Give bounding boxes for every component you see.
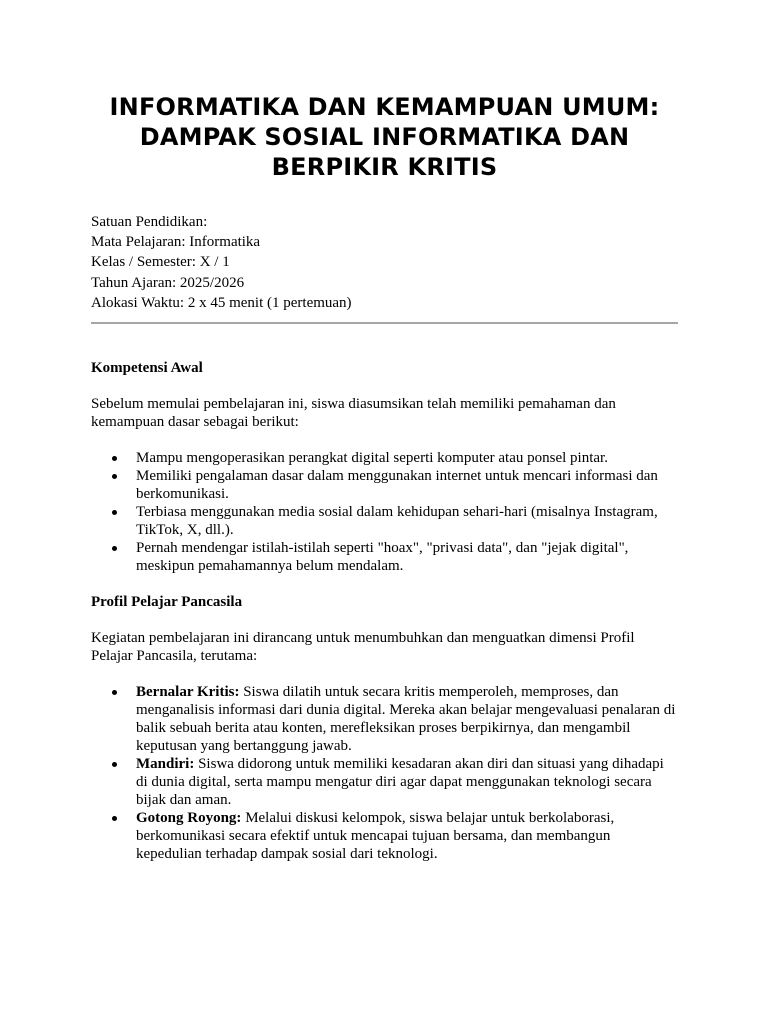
- bullet-icon: [112, 474, 117, 479]
- list-item-label: Bernalar Kritis:: [136, 684, 240, 701]
- title-line: INFORMATIKA DAN KEMAMPUAN UMUM:: [109, 93, 660, 121]
- section-heading-kompetensi-awal: Kompetensi Awal: [91, 360, 203, 377]
- list-item-text: Siswa didorong untuk memiliki kesadaran akan diri dan situasi yang dihadapi di dunia digital, serta mampu mengatur diri agar dapat menggunakan teknologi secara bijak dan aman.: [136, 756, 664, 809]
- meta-satuan-pendidikan: Satuan Pendidikan:: [91, 214, 208, 230]
- title-line: DAMPAK SOSIAL INFORMATIKA DAN: [139, 123, 630, 151]
- title-line: BERPIKIR KRITIS: [271, 153, 498, 181]
- bullet-icon: [112, 690, 117, 695]
- list-item-label: Mandiri:: [136, 756, 195, 773]
- list-item: [91, 449, 678, 467]
- list-item: [91, 809, 678, 863]
- horizontal-divider: [91, 322, 678, 324]
- meta-tahun-ajaran: Tahun Ajaran: 2025/2026: [91, 274, 245, 291]
- section-heading-profil-pelajar-pancasila: Profil Pelajar Pancasila: [91, 594, 243, 611]
- list-item-text: Siswa dilatih untuk secara kritis memperoleh, memproses, dan menganalisis informasi dari dunia digital. Mereka akan belajar mengevaluasi penalaran di balik sebuah berita atau konten, merefleksikan proses berpikirnya, dan mengambil keputusan yang bertanggung jawab.: [136, 684, 676, 755]
- list-item: [91, 467, 678, 503]
- meta-kelas-semester: Kelas / Semester: X / 1: [91, 254, 230, 271]
- profil-list: [91, 683, 678, 863]
- list-item-text: Terbiasa menggunakan media sosial dalam kehidupan sehari-hari (misalnya Instagram, TikTok, X, dll.).: [136, 504, 658, 539]
- bullet-icon: [112, 546, 117, 551]
- list-item-text: Mampu mengoperasikan perangkat digital seperti komputer atau ponsel pintar.: [136, 450, 608, 467]
- list-item: [91, 503, 678, 539]
- meta-alokasi-waktu: Alokasi Waktu: 2 x 45 menit (1 pertemuan): [91, 294, 352, 311]
- document-metadata: [91, 212, 678, 313]
- list-item: [91, 539, 678, 575]
- list-item: [91, 683, 678, 755]
- meta-mata-pelajaran: Mata Pelajaran: Informatika: [91, 234, 261, 251]
- bullet-icon: [112, 762, 117, 767]
- list-item-label: Gotong Royong:: [136, 810, 242, 827]
- document-page: [91, 0, 678, 863]
- list-item-text: Pernah mendengar istilah-istilah seperti "hoax", "privasi data", dan "jejak digital", meskipun pemahamannya belum mendalam.: [136, 540, 629, 575]
- kompetensi-list: [91, 449, 678, 575]
- list-item-text: Melalui diskusi kelompok, siswa belajar untuk berkolaborasi, berkomunikasi secara efektif untuk mencapai tujuan bersama, dan membangun kepedulian terhadap dampak sosial dari teknologi.: [136, 810, 615, 863]
- kompetensi-intro-paragraph: Sebelum memulai pembelajaran ini, siswa diasumsikan telah memiliki pemahaman dan kemampuan dasar sebagai berikut:: [91, 396, 616, 431]
- list-item: [91, 755, 678, 809]
- document-title: [91, 92, 678, 182]
- list-item-text: Memiliki pengalaman dasar dalam menggunakan internet untuk mencari informasi dan berkomunikasi.: [136, 468, 658, 503]
- bullet-icon: [112, 510, 117, 515]
- profil-intro-paragraph: Kegiatan pembelajaran ini dirancang untuk menumbuhkan dan menguatkan dimensi Profil Pelajar Pancasila, terutama:: [91, 630, 635, 665]
- bullet-icon: [112, 456, 117, 461]
- bullet-icon: [112, 816, 117, 821]
